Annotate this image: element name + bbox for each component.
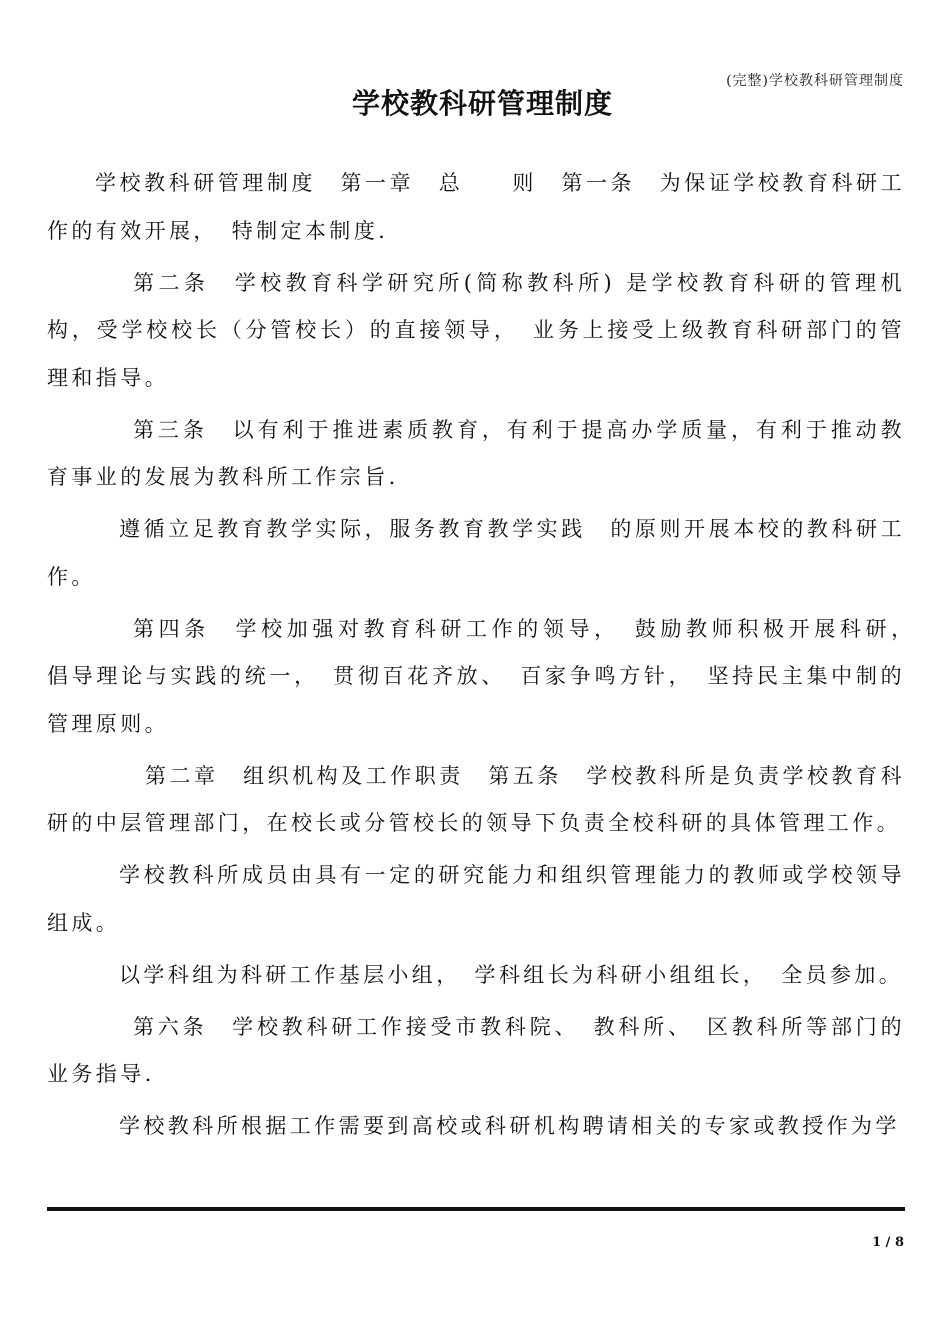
paragraph-8: 以学科组为科研工作基层小组， 学科组长为科研小组组长， 全员参加。 (119, 962, 904, 987)
paragraph-9: 第六条 学校教科研工作接受市教科院、 教科所、 区教科所等部门的业务指导. (47, 1014, 905, 1086)
paragraph-4: 遵循立足教育教学实际，服务教育教学实践 的原则开展本校的教科研工作。 (47, 517, 905, 589)
paragraph-10: 学校教科所根据工作需要到高校或科研机构聘请相关的专家或教授作为学 (119, 1114, 900, 1138)
paragraph-3: 第三条 以有利于推进素质教育，有利于提高办学质量，有利于推动教育事业的发展为教科所工作宗旨. (47, 417, 905, 489)
paragraph-7: 学校教科所成员由具有一定的研究能力和组织管理能力的教师或学校领导组成。 (47, 863, 905, 935)
paragraph-2: 第二条 学校教育科学研究所(简称教科所) 是学校教育科研的管理机构，受学校校长（分管校长）的直接领导， 业务上接受上级教育科研部门的管理和指导。 (47, 270, 905, 390)
paragraph-1: 学校教科研管理制度 第一章 总 则 第一条 为保证学校教育科研工作的有效开展， 特制定本制度. (47, 171, 905, 243)
footer-divider (47, 1207, 905, 1211)
page-number: 1 / 8 (872, 1235, 904, 1250)
document-body (47, 160, 930, 1155)
running-header: (完整)学校教科研管理制度 (726, 73, 904, 89)
document-title: 学校教科研管理制度 (351, 87, 613, 120)
paragraph-5: 第四条 学校加强对教育科研工作的领导， 鼓励教师积极开展科研， 倡导理论与实践的统一， 贯彻百花齐放、 百家争鸣方针， 坚持民主集中制的管理原则。 (47, 616, 930, 736)
paragraph-6: 第二章 组织机构及工作职责 第五条 学校教科所是负责学校教育科研的中层管理部门，在校长或分管校长的领导下负责全校科研的具体管理工作。 (47, 763, 905, 835)
